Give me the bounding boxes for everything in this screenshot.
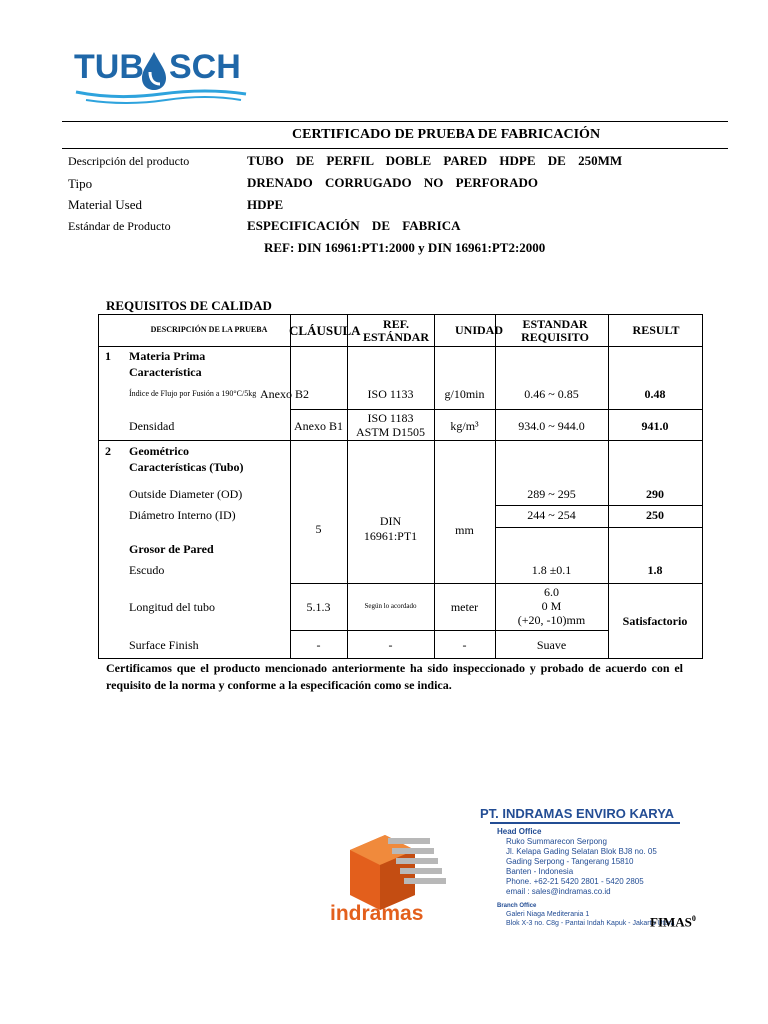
mfr-ref: ISO 1133	[367, 387, 414, 401]
row-line-escudo-result	[608, 583, 702, 584]
od-description: Outside Diameter (OD)	[129, 487, 243, 501]
form-code-sup: 0	[691, 914, 696, 923]
top-rule	[62, 121, 728, 122]
meta-label-tipo: Tipo	[68, 176, 93, 191]
row-line-id	[495, 527, 702, 528]
row-line-header	[99, 346, 702, 347]
geometry-ref-line2: 16961:PT1	[363, 529, 418, 543]
row-line-group1	[99, 440, 702, 441]
density-result: 941.0	[641, 419, 669, 433]
length-clause: 5.1.3	[306, 600, 331, 614]
header-estandar: ESTANDAR REQUISITO	[521, 317, 589, 344]
row-line-mfr	[290, 409, 702, 410]
surface-ref: -	[388, 638, 393, 652]
head-office-line-4: Banten - Indonesia	[506, 867, 574, 876]
mfr-requirement: 0.46 ~ 0.85	[524, 387, 579, 401]
quality-table	[98, 314, 703, 659]
escudo-description: Escudo	[129, 563, 165, 577]
head-office-line-1: Ruko Summarecon Serpong	[506, 837, 607, 846]
escudo-result: 1.8	[647, 563, 663, 577]
mfr-result: 0.48	[644, 387, 666, 401]
length-req-line1: 6.0	[544, 585, 559, 599]
density-ref	[347, 411, 434, 439]
row-line-length	[290, 630, 608, 631]
section-title: REQUISITOS DE CALIDAD	[106, 298, 272, 313]
group1-title: Materia Prima	[129, 349, 206, 363]
meta-value-tipo: DRENADO CORRUGADO NO PERFORADO	[247, 175, 538, 190]
length-req-line3: (+20, -10)mm	[517, 613, 586, 627]
header-descripcion: DESCRIPCIÓN DE LA PRUEBA	[150, 325, 268, 334]
escudo-requirement: 1.8 ±0.1	[531, 563, 572, 577]
id-requirement: 244 ~ 254	[527, 508, 576, 522]
group1-subtitle: Característica	[129, 365, 202, 379]
od-result: 290	[646, 487, 664, 501]
surface-description: Surface Finish	[129, 638, 199, 652]
geometry-unit: mm	[455, 523, 474, 537]
mfr-unit: g/10min	[444, 387, 485, 401]
length-unit: meter	[450, 600, 479, 614]
density-ref-line1: ISO 1183	[367, 411, 414, 425]
head-office-line-3: Gading Serpong - Tangerang 15810	[506, 857, 634, 866]
row-line-od	[495, 505, 702, 506]
density-clause: Anexo B1	[294, 419, 343, 433]
meta-label-descripcion: Descripción del producto	[68, 154, 190, 168]
meta-label-material: Material Used	[68, 197, 143, 212]
header-unidad: UNIDAD	[455, 323, 503, 337]
tubosch-wordmark-icon	[66, 42, 256, 114]
surface-requirement: Suave	[536, 638, 567, 652]
merged-result: Satisfactorio	[622, 614, 688, 628]
company-divider	[490, 822, 680, 824]
form-code	[650, 914, 696, 930]
meta-label-estandar: Estándar de Producto	[68, 219, 171, 233]
geometry-ref-line1: DIN	[379, 514, 402, 528]
mfr-description: Índice de Flujo por Fusión a 190°C/5kg	[129, 389, 257, 398]
head-office-line-2: Jl. Kelapa Gading Selatan Blok BJ8 no. 05	[506, 847, 657, 856]
id-result: 250	[646, 508, 664, 522]
branch-office-label: Branch Office	[497, 903, 537, 909]
row-line-escudo	[290, 583, 608, 584]
ref-standard-line: REF: DIN 16961:PT1:2000 y DIN 16961:PT2:2000	[264, 240, 546, 255]
company-name: PT. INDRAMAS ENVIRO KARYA	[480, 806, 675, 821]
id-description: Diámetro Interno (ID)	[129, 508, 236, 522]
indramas-logo-text: indramas	[330, 902, 424, 925]
length-req-line2: 0 M	[541, 599, 562, 613]
length-requirement	[495, 585, 608, 627]
head-office-email: email : sales@indramas.co.id	[506, 887, 611, 896]
document-title: CERTIFICADO DE PRUEBA DE FABRICACIÓN	[292, 127, 601, 142]
length-description: Longitud del tubo	[129, 600, 215, 614]
meta-value-material: HDPE	[247, 197, 284, 212]
certification-statement: Certificamos que el producto mencionado anteriormente ha sido inspeccionado y probado de acuerdo con el requisito de la norma y conforme a la especificación como se indica.	[106, 661, 683, 692]
form-code-text: FIMAS	[650, 914, 692, 930]
header-result: RESULT	[632, 323, 680, 337]
geometry-clause: 5	[315, 522, 322, 536]
density-requirement: 934.0 ~ 944.0	[518, 419, 585, 433]
head-office-phone: Phone. +62-21 5420 2801 - 5420 2805	[506, 877, 644, 886]
length-ref: Según lo acordado	[364, 602, 417, 610]
group2-subtitle: Características (Tubo)	[129, 460, 244, 474]
title-rule	[62, 148, 728, 149]
density-unit: kg/m³	[450, 419, 479, 433]
surface-clause: -	[316, 638, 321, 652]
group2-number: 2	[105, 444, 111, 458]
meta-value-estandar: ESPECIFICACIÓN DE FABRICA	[247, 218, 461, 233]
mfr-clause: Anexo B2	[260, 387, 309, 401]
branch-office-line-2: Blok X-3 no. C8g - Pantai Indah Kapuk - Jakarta Utara	[506, 920, 675, 927]
meta-value-descripcion: TUBO DE PERFIL DOBLE PARED HDPE DE 250MM	[247, 153, 623, 168]
svg-text:TUB: TUB	[74, 48, 144, 86]
head-office-label: Head Office	[497, 827, 542, 836]
geometry-ref	[347, 514, 434, 544]
header-ref-estandar: REF. ESTÁNDAR	[362, 317, 429, 344]
density-ref-line2: ASTM D1505	[355, 425, 425, 439]
density-description: Densidad	[129, 419, 175, 433]
header-clausula: CLÁUSULA	[289, 323, 361, 338]
branch-office-line-1: Galeri Niaga Mediterania 1	[506, 911, 590, 918]
od-requirement: 289 ~ 295	[527, 487, 576, 501]
svg-text:SCH: SCH	[169, 48, 241, 86]
group1-number: 1	[105, 349, 111, 363]
surface-unit: -	[462, 638, 467, 652]
tubosch-logo	[66, 42, 256, 114]
wall-thickness-title: Grosor de Pared	[129, 542, 214, 556]
group2-title: Geométrico	[129, 444, 189, 458]
